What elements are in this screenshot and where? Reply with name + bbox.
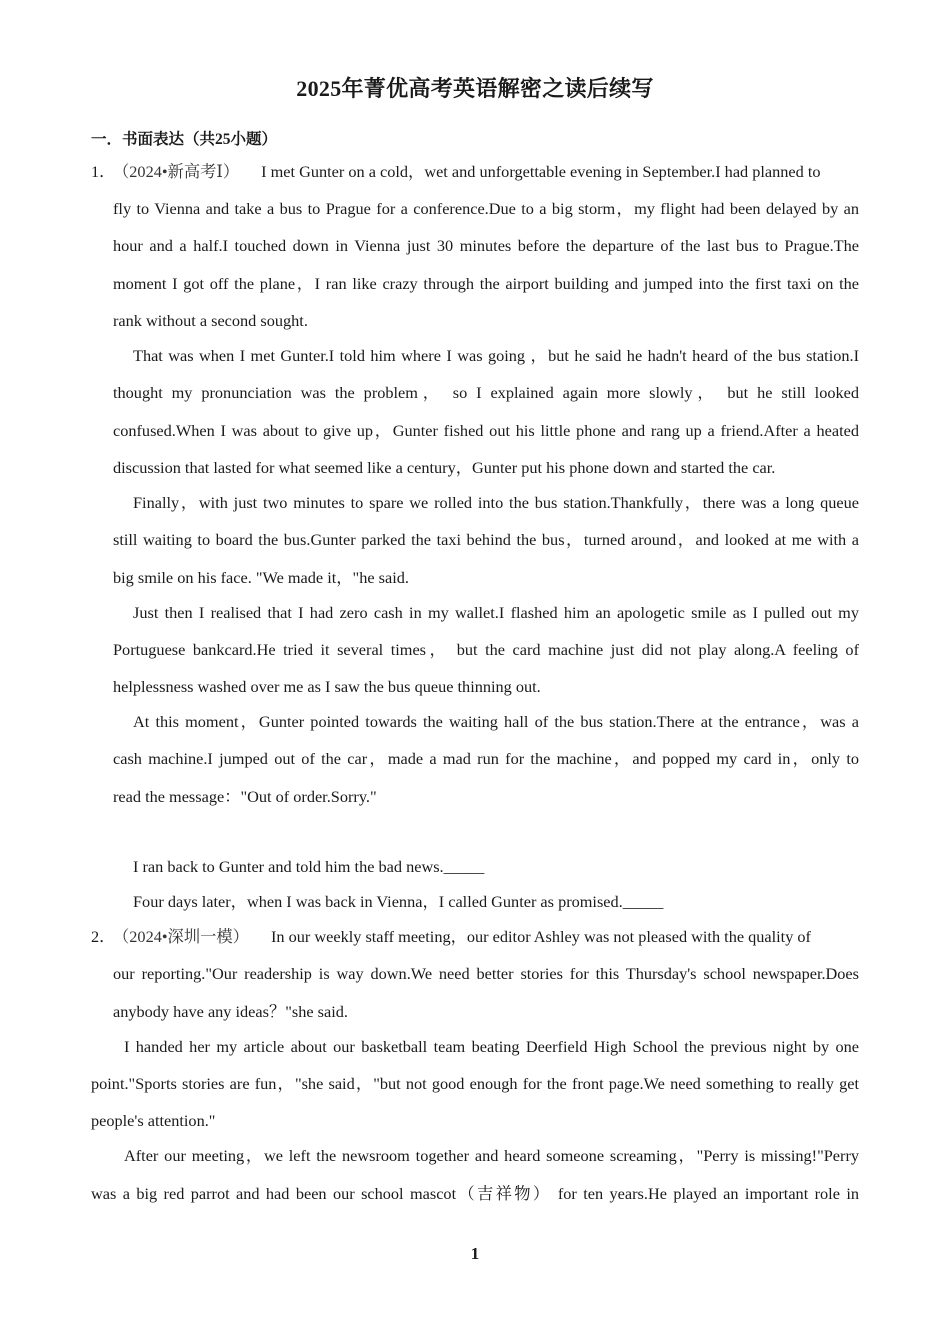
q1-paragraph-line: Finally，with just two minutes to spare we rolled into the bus station.Thankfully，there was a long queue	[133, 493, 859, 512]
q1-paragraph-line: big smile on his face. "We made it，"he said.	[113, 568, 409, 587]
q2-paragraph-line: our reporting."Our readership is way down.We need better stories for this Thursday's school newspaper.Does	[113, 964, 859, 983]
q1-paragraph-line: discussion that lasted for what seemed like a century，Gunter put his phone down and started the car.	[113, 458, 776, 477]
document-title: 2025年菁优高考英语解密之读后续写	[296, 76, 654, 101]
q1-paragraph-line: helplessness washed over me as I saw the bus queue thinning out.	[113, 677, 541, 696]
q1-paragraph-line: Portuguese bankcard.He tried it several times， but the card machine just did not play along.A feeling of	[113, 640, 859, 659]
q2-first-line	[91, 927, 859, 947]
q2-paragraph-line: was a big red parrot and had been our school mascot（吉祥物） for ten years.He played an important role in	[91, 1184, 859, 1203]
q1-paragraph-line: thought my pronunciation was the problem， so I explained again more slowly， but he still looked	[113, 383, 859, 402]
q1-paragraph-line: still waiting to board the bus.Gunter parked the taxi behind the bus，turned around，and looked at me with a	[113, 530, 859, 549]
q2-paragraph-line: people's attention."	[91, 1111, 216, 1130]
q1-continuation-prompt: Four days later，when I was back in Vienna，I called Gunter as promised._____	[133, 892, 664, 911]
q2-paragraph-line: anybody have any ideas？"she said.	[113, 1002, 348, 1021]
q1-first-line	[91, 162, 859, 182]
q2-text: In our weekly staff meeting，our editor Ashley was not pleased with the quality of	[270, 927, 811, 946]
q1-paragraph-line: hour and a half.I touched down in Vienna just 30 minutes before the departure of the last bus to Prague.The	[113, 236, 859, 255]
q2-source: （2024•深圳一模）	[113, 927, 249, 946]
q1-paragraph-line: moment I got off the plane，I ran like crazy through the airport building and jumped into the first taxi on the	[113, 274, 859, 293]
q1-paragraph-line: rank without a second sought.	[113, 311, 308, 330]
q2-number: 2．	[91, 927, 116, 946]
section-heading: 一．书面表达（共25小题）	[91, 131, 278, 148]
q1-paragraph-line: fly to Vienna and take a bus to Prague for a conference.Due to a big storm，my flight had been delayed by an	[113, 199, 859, 218]
q1-number: 1．	[91, 162, 116, 181]
q1-paragraph-line: cash machine.I jumped out of the car，made a mad run for the machine，and popped my card in，only to	[113, 749, 859, 768]
q1-text: I met Gunter on a cold，wet and unforgettable evening in September.I had planned to	[261, 162, 821, 181]
q1-paragraph-line: Just then I realised that I had zero cash in my wallet.I flashed him an apologetic smile as I pulled out my	[133, 603, 859, 622]
page-number: 1	[470, 1244, 480, 1263]
q2-paragraph-line: point."Sports stories are fun，"she said，"but not good enough for the front page.We need something to really get	[91, 1074, 859, 1093]
q1-paragraph-line: confused.When I was about to give up，Gunter fished out his little phone and rang up a friend.After a heated	[113, 421, 859, 440]
q1-continuation-prompt: I ran back to Gunter and told him the bad news._____	[133, 857, 485, 876]
q1-paragraph-line: read the message："Out of order.Sorry."	[113, 787, 377, 806]
q1-paragraph-line: That was when I met Gunter.I told him where I was going ，but he said he hadn't heard of the bus station.I	[133, 346, 859, 365]
q1-source: （2024•新高考Ⅰ）	[113, 162, 240, 181]
q1-paragraph-line: At this moment，Gunter pointed towards the waiting hall of the bus station.There at the entrance，was a	[133, 712, 859, 731]
q2-paragraph-line: After our meeting，we left the newsroom together and heard someone screaming，"Perry is missing!"Perry	[124, 1146, 859, 1165]
q2-paragraph-line: I handed her my article about our basketball team beating Deerfield High School the previous night by one	[124, 1037, 859, 1056]
